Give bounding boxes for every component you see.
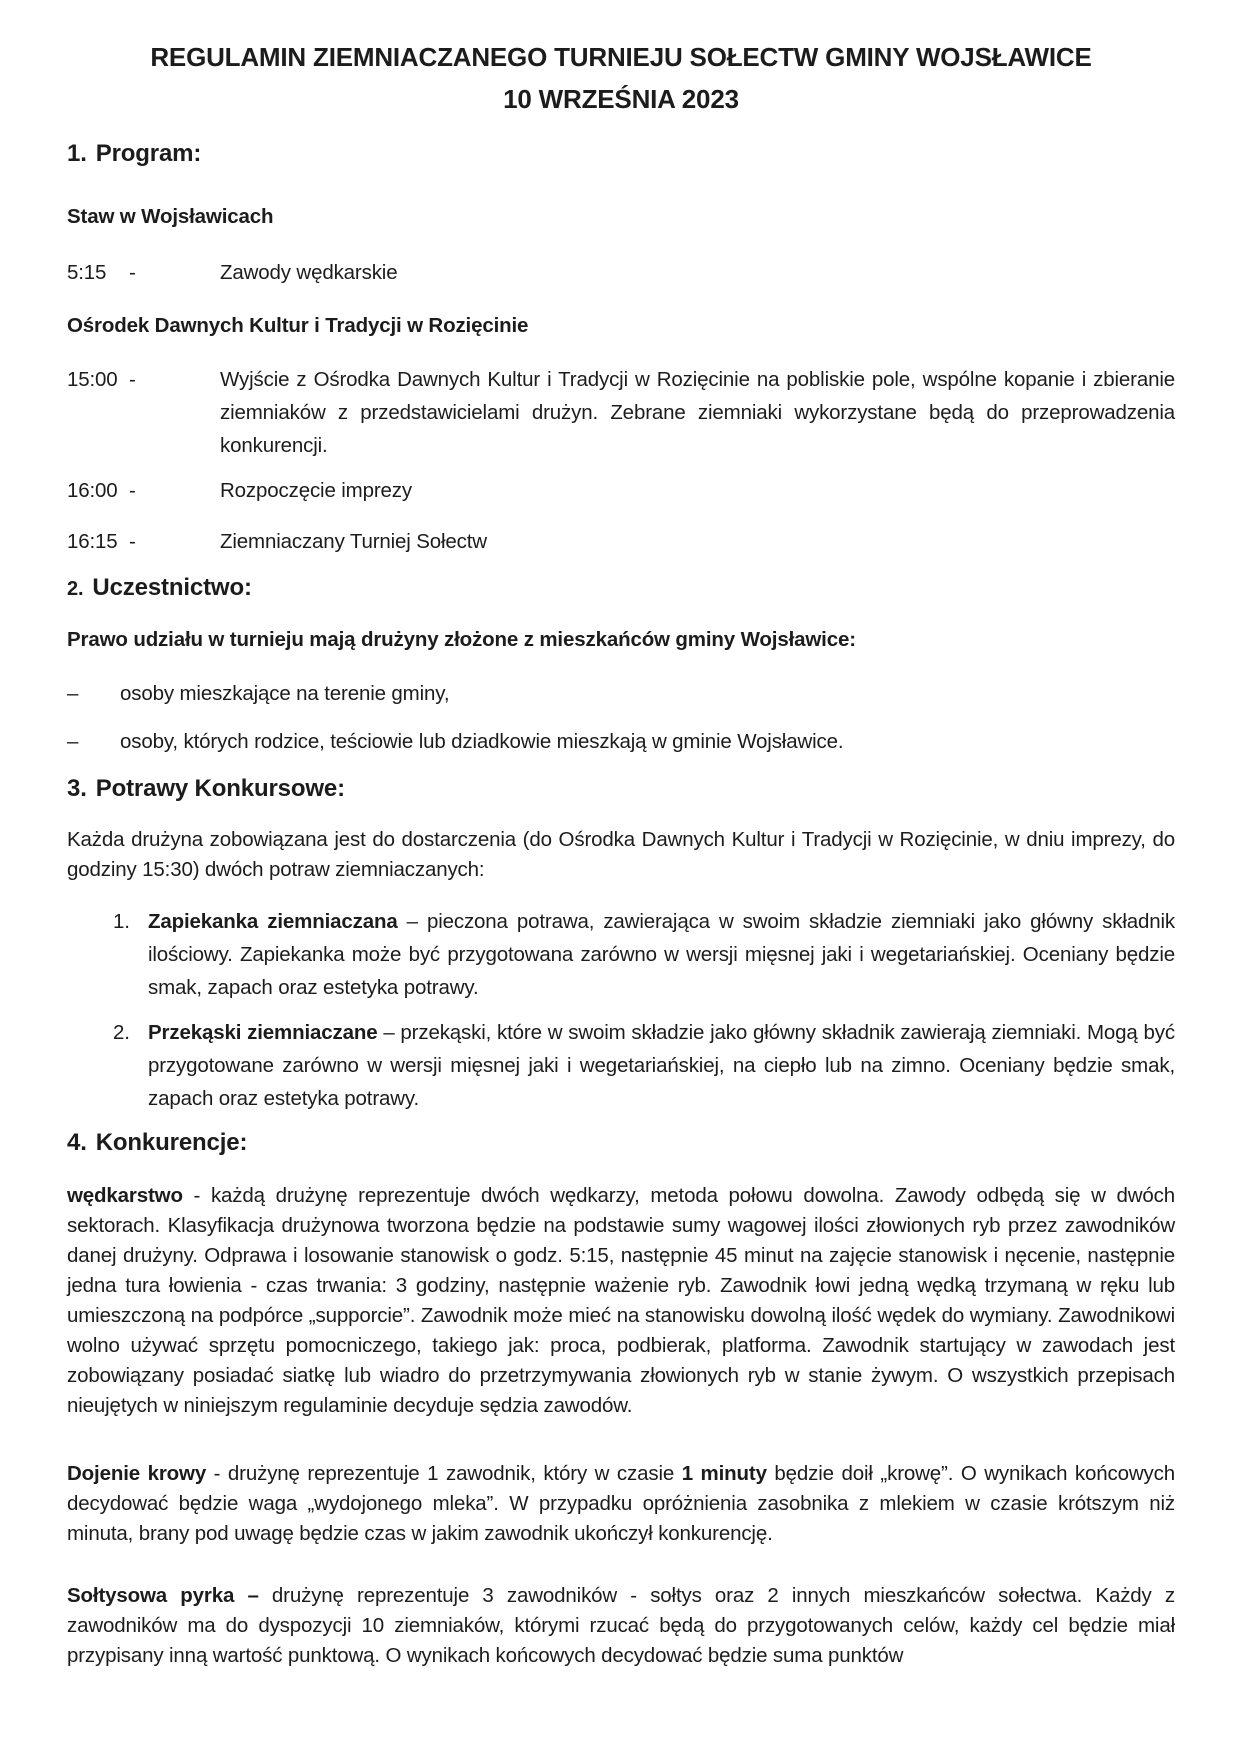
document-title-line1: REGULAMIN ZIEMNIACZANEGO TURNIEJU SOŁECTW GMINY WOJSŁAWICE: [150, 42, 1092, 72]
section-title: Uczestnictwo:: [92, 574, 252, 601]
section-heading-uczestnictwo: [67, 574, 1175, 603]
paragraph-dojenie-krowy: [67, 1459, 1175, 1549]
competition-description: drużynę reprezentuje 3 zawodników - sołtys oraz 2 innych mieszkańców sołectwa. Każdy z zawodników ma do dyspozycji 10 ziemniaków, którymi rzucać będą do przygotowanych celów, każdy cel będzie miał przypisany inną wartość punktową. O wynikach końcowych decydować będzie suma punktów: [67, 1584, 1175, 1667]
participant-bullet: [67, 727, 1175, 757]
program-time: 15:00: [67, 368, 118, 391]
emphasis-text: 1 minuty: [681, 1462, 767, 1485]
dish-item: [113, 905, 1175, 1004]
section-number: 2.: [67, 578, 84, 600]
dash-bullet-marker: –: [67, 730, 79, 753]
dish-item-text: [148, 905, 1175, 1004]
program-venue-osrodek: Ośrodek Dawnych Kultur i Tradycji w Rozięcinie: [67, 314, 529, 337]
program-dash: -: [129, 368, 136, 391]
document-title-line2: 10 WRZEŚNIA 2023: [503, 84, 739, 114]
program-row: [67, 256, 1175, 289]
dash-bullet-marker: –: [67, 682, 79, 705]
program-dash: -: [129, 530, 136, 553]
competition-name: Dojenie krowy: [67, 1462, 207, 1485]
program-dash: -: [129, 479, 136, 502]
list-number: 2.: [113, 1021, 130, 1044]
dish-description: – pieczona potrawa, zawierająca w swoim składzie ziemniaki jako główny składnik ilościowy. Zapiekanka może być przygotowana zarówno w wersji mięsnej jaki i wegetariańskiej. Oceniany będzie smak, zapach oraz estetyka potrawy.: [148, 910, 1175, 999]
section-heading-program: [67, 140, 1175, 168]
competition-description: będzie doił „krowę”. O wynikach końcowych decydować będzie waga „wydojonego mleka”. W przypadku opróżnienia zasobnika z mlekiem w czasie krótszym niż minuta, brany pod uwagę będzie czas w jakim zawodnik ukończył konkurencję.: [67, 1462, 1175, 1545]
section-heading-konkurencje: [67, 1129, 1175, 1157]
participation-intro: Prawo udziału w turnieju mają drużyny złożone z mieszkańców gminy Wojsławice:: [67, 628, 856, 651]
program-row: [67, 474, 1175, 507]
program-activity: Wyjście z Ośrodka Dawnych Kultur i Tradycji w Rozięcinie na pobliskie pole, wspólne kopanie i zbieranie ziemniaków z przedstawicielami drużyn. Zebrane ziemniaki wykorzystane będą do przeprowadzenia konkurencji.: [220, 368, 1175, 457]
program-activity: Zawody wędkarskie: [220, 261, 398, 284]
program-row: [67, 363, 1175, 462]
program-venue-staw: Staw w Wojsławicach: [67, 205, 274, 228]
competition-description: - każdą drużynę reprezentuje dwóch wędkarzy, metoda połowu dowolna. Zawody odbędą się w dwóch sektorach. Klasyfikacja drużynowa tworzona będzie na podstawie sumy wagowej ilości złowionych ryb przez zawodników danej drużyny. Odprawa i losowanie stanowisk o godz. 5:15, następnie 45 minut na zajęcie stanowisk i nęcenie, następnie jedna tura łowienia - czas trwania: 3 godziny, następnie ważenie ryb. Zawodnik łowi jedną wędką trzymaną w ręku lub umieszczoną na podpórce „supporcie”. Zawodnik może mieć na stanowisku dowolną ilość wędek do wymiany. Zawodnikowi wolno używać sprzętu pomocniczego, takiego jak: proca, podbierak, platforma. Zawodnik startujący w zawodach jest zobowiązany posiadać siatkę lub wiadro do przetrzymywania złowionych ryb w stanie żywym. O wszystkich przepisach nieujętych w niniejszym regulaminie decyduje sędzia zawodów.: [67, 1184, 1175, 1417]
dish-item-text: [148, 1016, 1175, 1115]
program-time: 5:15: [67, 261, 107, 284]
section-number: 3.: [67, 775, 87, 802]
paragraph-wedkarstwo: [67, 1181, 1175, 1421]
dish-description: – przekąski, które w swoim składzie jako główny składnik zawierają ziemniaki. Mogą być przygotowane zarówno w wersji mięsnej jaki i wegetariańskiej, na ciepło lub na zimno. Oceniany będzie smak, zapach oraz estetyka potrawy.: [148, 1021, 1175, 1110]
program-activity: Ziemniaczany Turniej Sołectw: [220, 530, 487, 553]
competition-name: wędkarstwo: [67, 1184, 183, 1207]
program-time: 16:15: [67, 530, 118, 553]
section-number: 4.: [67, 1129, 87, 1156]
dish-item: [113, 1016, 1175, 1115]
participant-bullet-text: osoby mieszkające na terenie gminy,: [120, 682, 450, 705]
program-time: 16:00: [67, 479, 118, 502]
program-activity: Rozpoczęcie imprezy: [220, 479, 412, 502]
section-title: Program:: [95, 140, 202, 167]
dishes-intro: Każda drużyna zobowiązana jest do dostarczenia (do Ośrodka Dawnych Kultur i Tradycji w Rozięcinie, w dniu imprezy, do godziny 15:30) dwóch potraw ziemniaczanych:: [67, 828, 1175, 881]
participant-bullet: [67, 679, 1175, 709]
section-number: 1.: [67, 140, 87, 167]
participant-bullet-text: osoby, których rodzice, teściowie lub dziadkowie mieszkają w gminie Wojsławice.: [120, 730, 844, 753]
section-title: Konkurencje:: [95, 1129, 248, 1156]
competition-description: - drużynę reprezentuje 1 zawodnik, który w czasie: [206, 1462, 682, 1485]
list-number: 1.: [113, 910, 130, 933]
dish-name: Przekąski ziemniaczane: [148, 1021, 378, 1044]
dish-name: Zapiekanka ziemniaczana: [148, 910, 398, 933]
section-title: Potrawy Konkursowe:: [95, 775, 345, 802]
document-title: [67, 36, 1175, 120]
competition-name: Sołtysowa pyrka –: [67, 1584, 259, 1607]
section-heading-potrawy: [67, 775, 1175, 803]
program-dash: -: [129, 261, 136, 284]
paragraph-soltysowa-pyrka: [67, 1581, 1175, 1671]
program-row: [67, 525, 1175, 558]
